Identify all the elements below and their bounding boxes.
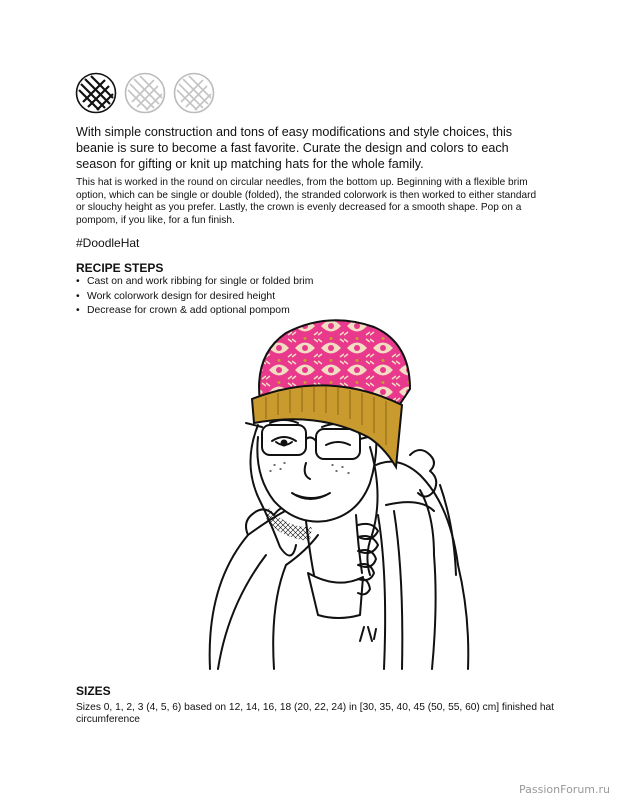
difficulty-rating [75,72,215,114]
list-item: • Decrease for crown & add optional pompom [76,304,313,319]
yarn-ball-icon [124,72,166,114]
sizes-text: Sizes 0, 1, 2, 3 (4, 5, 6) based on 12, 14, 16, 18 (20, 22, 24) in [30, 35, 40, 45 (50, 55, 60) cm] finished hat circumference [76,702,554,726]
yarn-ball-icon [173,72,215,114]
description-paragraph: This hat is worked in the round on circular needles, from the bottom up. Beginning with a flexible brim option, which can be single or double (folded), the stranded colorwork is then worked to either standard or slouchy height as you prefer. Lastly, the crown is evenly decreased for a smooth shape. Pop on a pompom, if you like, for a fun finish. [76,177,537,226]
watermark: PassionForum.ru [519,783,610,796]
intro-paragraph: With simple construction and tons of easy modifications and style choices, this beanie is sure to become a fast favorite. Curate the design and colors to each season for gifting or knit up matching hats for the whole family. [76,125,513,171]
sizes-heading: SIZES [76,684,111,698]
woman-in-beanie-illustration [188,315,484,675]
list-item: • Work colorwork design for desired height [76,290,313,305]
recipe-steps-heading: RECIPE STEPS [76,261,164,275]
recipe-steps-list [76,275,313,319]
hashtag: #DoodleHat [76,236,140,250]
list-item: • Cast on and work ribbing for single or folded brim [76,275,313,290]
yarn-ball-icon [75,72,117,114]
